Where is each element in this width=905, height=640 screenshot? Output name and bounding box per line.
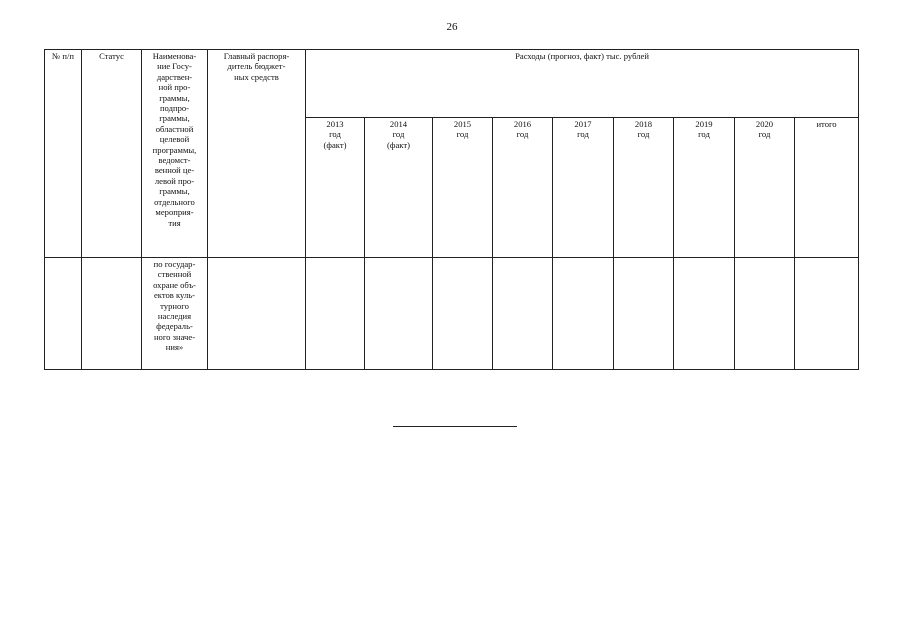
cell-text-line: турного: [160, 300, 189, 311]
year-unit: год: [698, 129, 710, 140]
cell-text-line: граммы,: [159, 186, 190, 197]
header-year-2017: [553, 118, 614, 258]
cell-text-line: областной: [155, 123, 194, 134]
empty-cell: [365, 258, 433, 370]
header-year-2020: [735, 118, 795, 258]
cell-text-line: наследия: [157, 311, 192, 322]
header-expenses: Расходы (прогноз, факт) тыс. рублей: [306, 50, 859, 118]
empty-cell: [735, 258, 795, 370]
year-year: 2018: [634, 119, 653, 129]
header-year-2015: [433, 118, 493, 258]
year-year: 2014: [389, 119, 408, 129]
header-status: Статус: [82, 50, 142, 258]
header-total-label: итого: [816, 119, 837, 129]
cell-text-line: граммы,: [159, 92, 190, 103]
cell-text-line: ектов куль-: [153, 290, 196, 301]
header-number: № п/п: [45, 50, 82, 258]
cell-text-line: ние Госу-: [157, 61, 192, 72]
cell-text-line: охране объ-: [153, 279, 196, 290]
cell-text-line: ного значе-: [153, 331, 196, 342]
year-unit: год: [329, 129, 341, 140]
cell-text-line: дарствен-: [156, 71, 193, 82]
row-program-name: [142, 258, 208, 370]
empty-cell: [433, 258, 493, 370]
cell-text-line: программы,: [152, 144, 197, 155]
empty-cell: [45, 258, 82, 370]
year-year: 2020: [755, 119, 774, 129]
year-note: (факт): [323, 139, 347, 150]
year-unit: год: [456, 129, 469, 140]
year-year: 2016: [513, 119, 532, 129]
year-unit: год: [392, 129, 405, 140]
cell-text-line: тия: [168, 217, 181, 228]
cell-text-line: по государ-: [153, 259, 196, 269]
empty-cell: [82, 258, 142, 370]
empty-cell: [493, 258, 553, 370]
header-year-2019: [674, 118, 735, 258]
cell-text-line: отдельного: [154, 196, 195, 207]
header-program-name: [142, 50, 208, 258]
cell-text-line: венной це-: [154, 165, 195, 176]
cell-text-line: левой про-: [154, 175, 195, 186]
year-year: 2019: [695, 119, 713, 129]
cell-text-line: дитель бюджет-: [227, 61, 286, 72]
empty-cell: [208, 258, 306, 370]
year-year: 2015: [453, 119, 472, 129]
year-unit: год: [758, 129, 771, 140]
year-year: 2017: [574, 119, 592, 129]
page-number: 26: [446, 21, 458, 33]
cell-text-line: ния»: [165, 342, 184, 353]
budget-table: [44, 49, 859, 370]
cell-text-line: Наименова-: [152, 51, 197, 61]
cell-text-line: Главный распоря-: [223, 51, 290, 61]
header-budget-manager: [208, 50, 306, 258]
header-year-2013: [306, 118, 365, 258]
year-unit: год: [577, 129, 589, 140]
header-year-2014: [365, 118, 433, 258]
table-row: [45, 258, 859, 370]
year-unit: год: [637, 129, 650, 140]
cell-text-line: подпро-: [159, 103, 190, 114]
header-year-2016: [493, 118, 553, 258]
cell-text-line: ной про-: [158, 82, 191, 93]
header-total: [795, 118, 859, 258]
end-rule: [393, 426, 517, 427]
header-year-2018: [614, 118, 674, 258]
cell-text-line: граммы,: [159, 113, 190, 124]
empty-cell: [553, 258, 614, 370]
cell-text-line: ных средств: [234, 71, 279, 82]
cell-text-line: мероприя-: [155, 207, 194, 218]
year-unit: год: [516, 129, 529, 140]
empty-cell: [674, 258, 735, 370]
year-note: (факт): [387, 139, 410, 150]
cell-text-line: ведомст-: [158, 155, 191, 166]
empty-cell: [614, 258, 674, 370]
cell-text-line: ственной: [157, 269, 192, 280]
empty-cell: [306, 258, 365, 370]
year-year: 2013: [326, 119, 344, 129]
header-row-1: [45, 50, 859, 118]
empty-cell: [795, 258, 859, 370]
cell-text-line: целевой: [159, 134, 190, 145]
cell-text-line: федераль-: [156, 321, 193, 332]
